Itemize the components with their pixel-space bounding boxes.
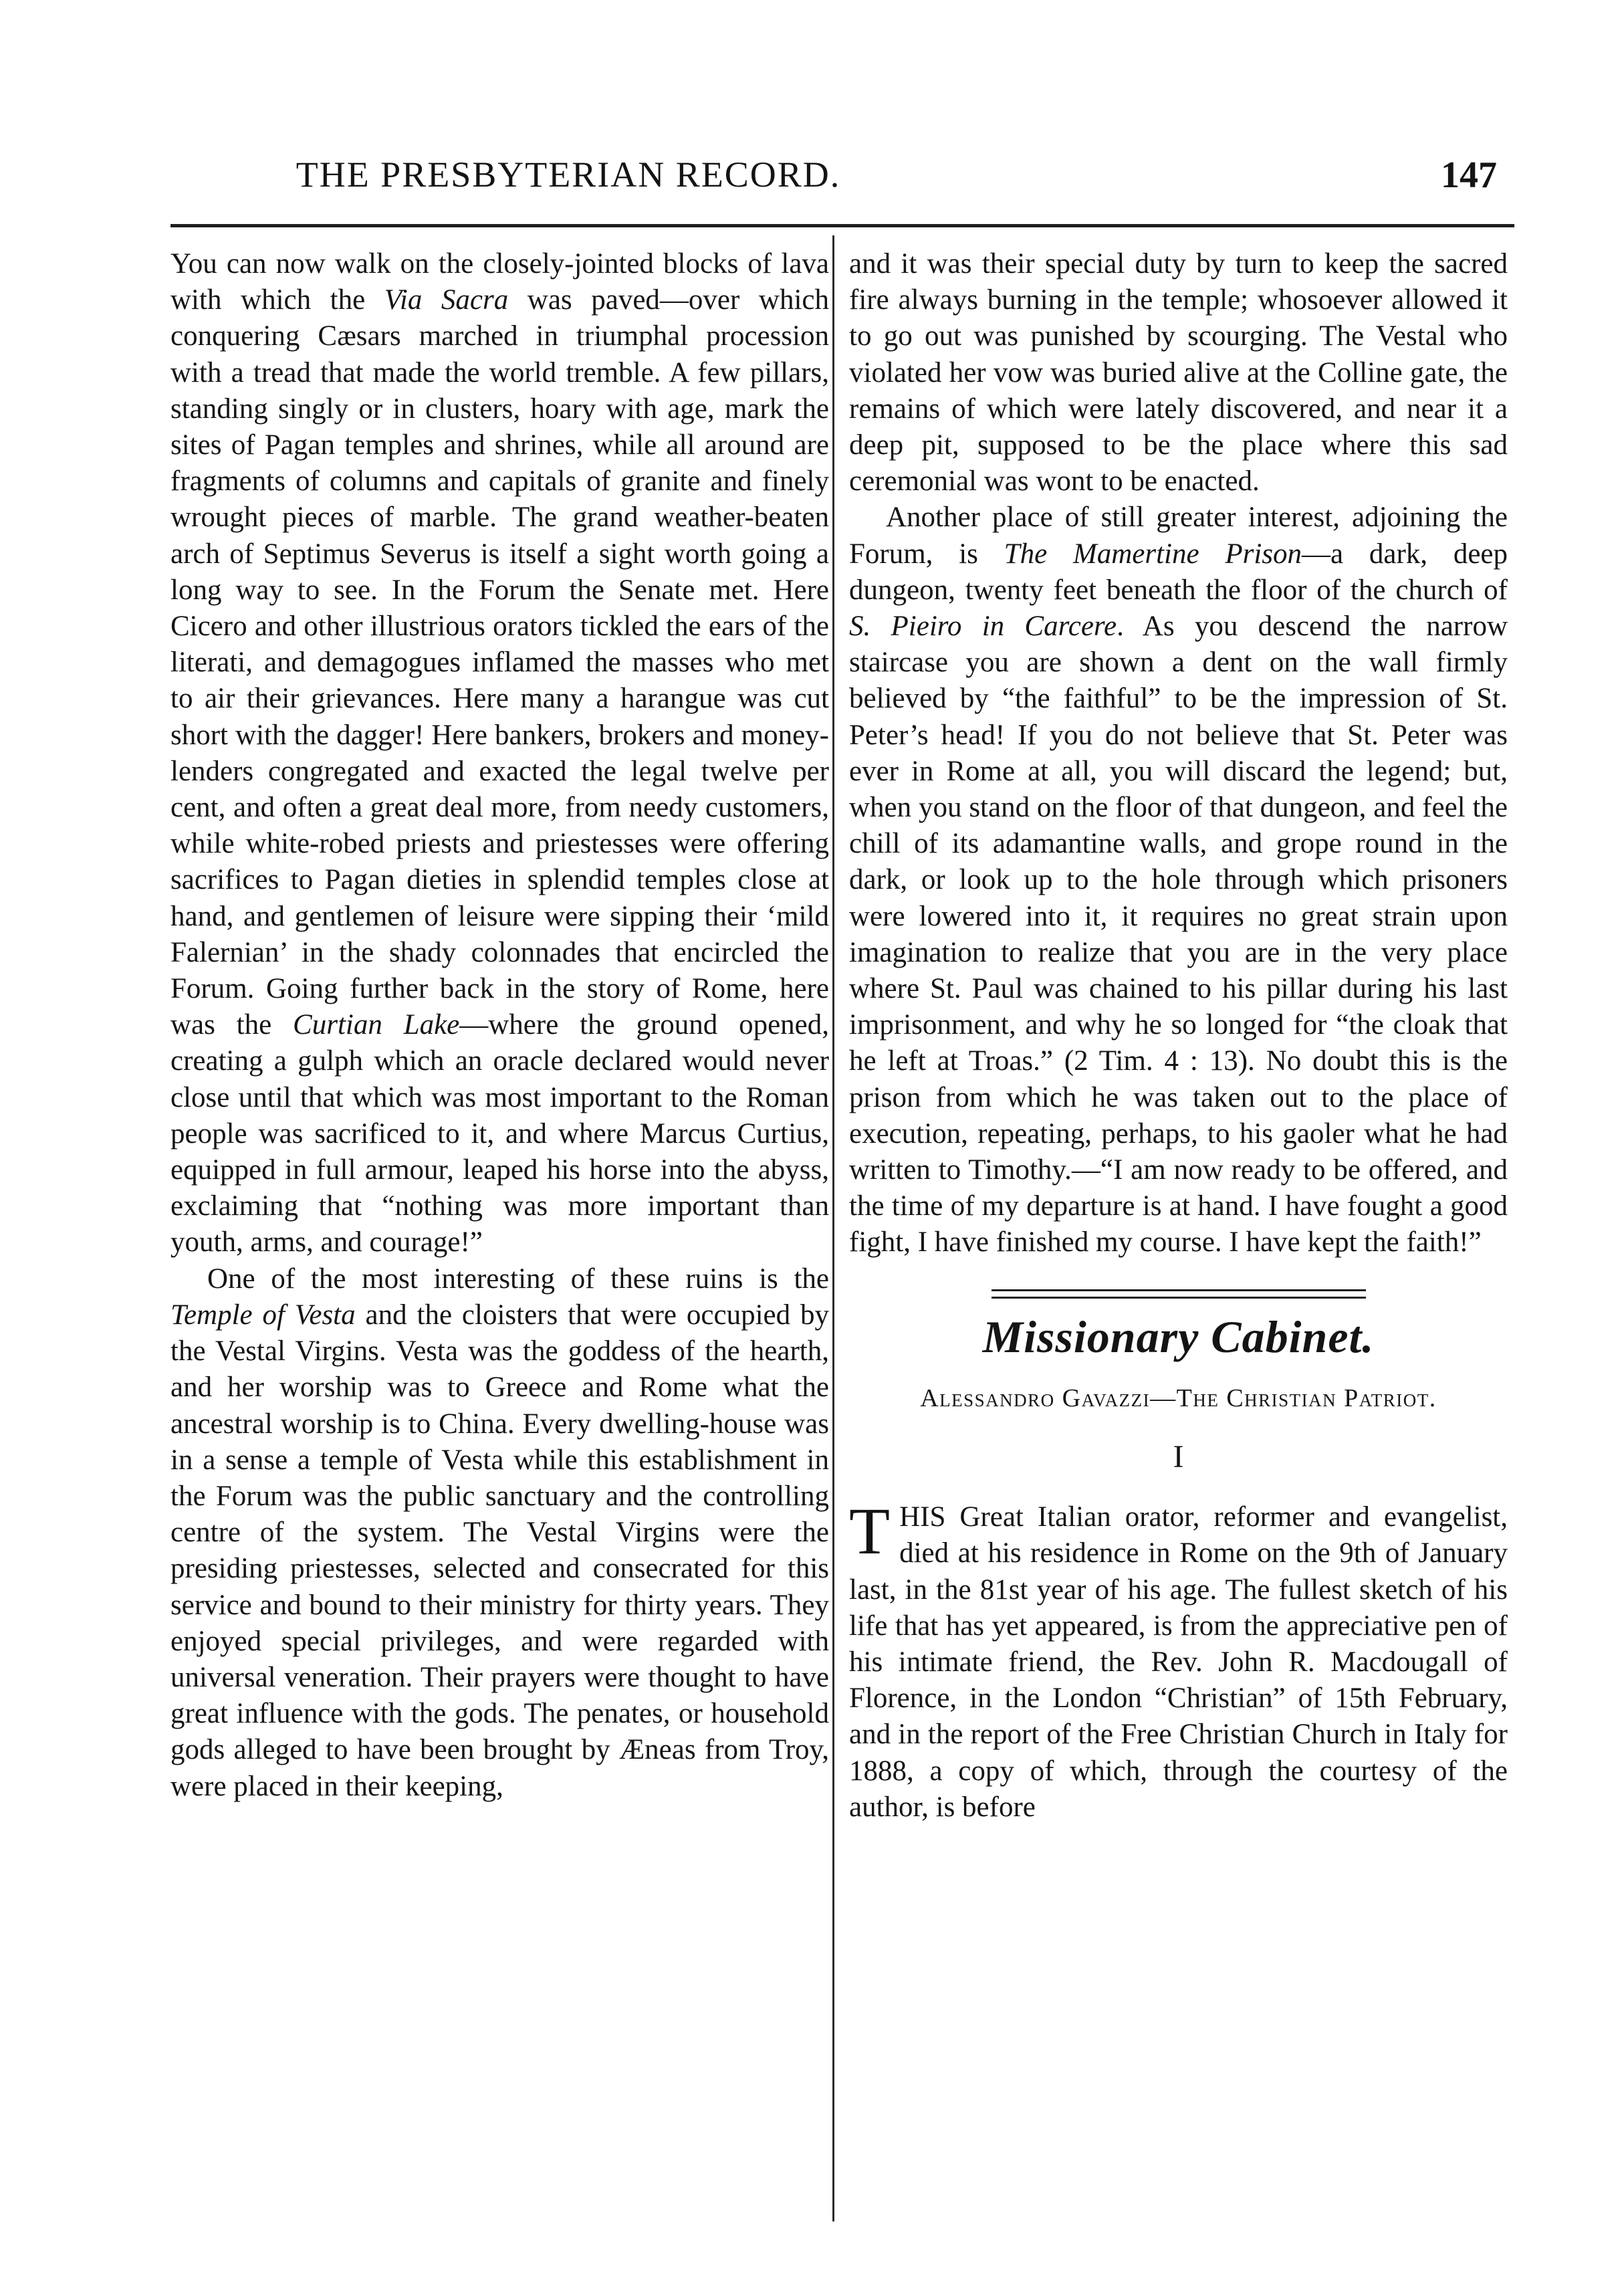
- paragraph-mamertine: [849, 500, 1508, 1261]
- italic-term-church-name: S. Pieiro in Carcere: [849, 611, 1117, 643]
- drop-cap: T: [849, 1494, 891, 1569]
- italic-term-mamertine-prison: The Mamertine Prison: [1004, 538, 1302, 570]
- text-run: —a dark, deep dungeon, twenty feet beneath the floor of the church of: [849, 538, 1508, 606]
- left-column: [170, 246, 829, 1805]
- text-run: One of the most interesting of these ruins is the: [207, 1263, 829, 1295]
- italic-term-temple-of-vesta: Temple of Vesta: [170, 1299, 356, 1331]
- text-run: You can now walk on the closely-jointed blocks of lava with which the: [170, 248, 829, 316]
- part-number: I: [1173, 1438, 1184, 1475]
- section-divider: [992, 1289, 1366, 1299]
- text-run: and the cloisters that were occupied by the Vestal Virgins. Vesta was the goddess of the hearth, and her worship was to Greece and Rome what the ancestral worship is to China. Every dwelling-house was in a sense a temple of Vesta while this establishment in the Forum was the public sanctuary and the controlling centre of the system. The Vestal Virgins were the presiding priestesses, selected and consecrated for this service and bound to their ministry for thirty years. They enjoyed special privileges, and were regarded with universal veneration. Their prayers were thought to have great influence with the gods. The penates, or household gods alleged to have been brought by Æneas from Troy, were placed in their keeping,: [170, 1299, 829, 1802]
- header-rule: [170, 224, 1514, 227]
- column-divider: [832, 235, 834, 2221]
- divider-rule-top: [992, 1289, 1366, 1291]
- divider-rule-bottom: [992, 1297, 1366, 1299]
- paragraph-forum: [170, 246, 829, 1261]
- right-column: [849, 246, 1508, 1826]
- italic-term-via-sacra: Via Sacra: [384, 284, 509, 316]
- article-title: Alessandro Gavazzi—The Christian Patriot.: [920, 1384, 1437, 1412]
- text-run: was paved—over which conquering Cæsars marched in triumphal procession with a tread that made the world tremble. A few pillars, standing singly or in clusters, hoary with age, mark the sites of Pagan temples and shrines, while all around are fragments of columns and capitals of granite and finely wrought pieces of marble. The grand weather-beaten arch of Septimus Severus is itself a sight worth going a long way to see. In the Forum the Senate met. Here Cicero and other illustrious orators tickled the ears of the literati, and demagogues inflamed the masses who met to air their grievances. Here many a harangue was cut short with the dagger! Here bankers, brokers and money-lenders congregated and exacted the legal twelve per cent, and often a great deal more, from needy customers, while white-robed priests and priestesses were offering sacrifices to Pagan dieties in splendid temples close at hand, and gentlemen of leisure were sipping their ‘mild Falernian’ in the shady colonnades that encircled the Forum. Going further back in the story of Rome, here was the: [170, 284, 829, 1041]
- page-number: 147: [1441, 154, 1497, 196]
- paragraph-vestal-duty: and it was their special duty by turn to keep the sacred fire always burning in the temple; whosoever allowed it to go out was punished by scourging. The Vestal who violated her vow was buried alive at the Colline gate, the remains of which were lately discovered, and near it a deep pit, supposed to be the place where this sad ceremonial was wont to be enacted.: [849, 248, 1508, 498]
- journal-title: THE PRESBYTERIAN RECORD.: [296, 154, 841, 195]
- italic-term-curtian-lake: Curtian Lake: [293, 1009, 460, 1041]
- text-run: —where the ground opened, creating a gulph which an oracle declared would never close until that which was most important to the Roman people was sacrificed to it, and where Marcus Curtius, equipped in full armour, leaped his horse into the abyss, exclaiming that “nothing was more important than youth, arms, and courage!”: [170, 1009, 829, 1259]
- text-run: Another place of still greater interest, adjoining the Forum, is: [849, 502, 1508, 570]
- text-run: HIS Great Italian orator, reformer and evangelist, died at his residence in Rome on the 9th of January last, in the 81st year of his age. The fullest sketch of his life that has yet appeared, is from the appreciative pen of his intimate friend, the Rev. John R. Macdougall of Florence, in the London “Christian” of 15th February, and in the report of the Free Christian Church in Italy for 1888, a copy of which, through the courtesy of the author, is before: [849, 1501, 1508, 1823]
- text-run: . As you descend the narrow staircase you are shown a dent on the wall firmly believed by “the faithful” to be the impression of St. Peter’s head! If you do not believe that St. Peter was ever in Rome at all, you will discard the legend; but, when you stand on the floor of that dungeon, and feel the chill of its adamantine walls, and grope round in the dark, or look up to the hole through which prisoners were lowered into it, it requires no great strain upon imagination to realize that you are in the very place where St. Paul was chained to his pillar during his last imprisonment, and why he so longed for “the cloak that he left at Troas.” (2 Tim. 4 : 13). No doubt this is the prison from which he was taken out to the place of execution, repeating, perhaps, to his gaoler what he had written to Timothy.—“I am now ready to be offered, and the time of my departure is at hand. I have fought a good fight, I have finished my course. I have kept the faith!”: [849, 611, 1508, 1259]
- paragraph-vesta: [170, 1261, 829, 1805]
- section-heading: Missionary Cabinet.: [982, 1311, 1375, 1362]
- paragraph-gavazzi: [849, 1494, 1508, 1826]
